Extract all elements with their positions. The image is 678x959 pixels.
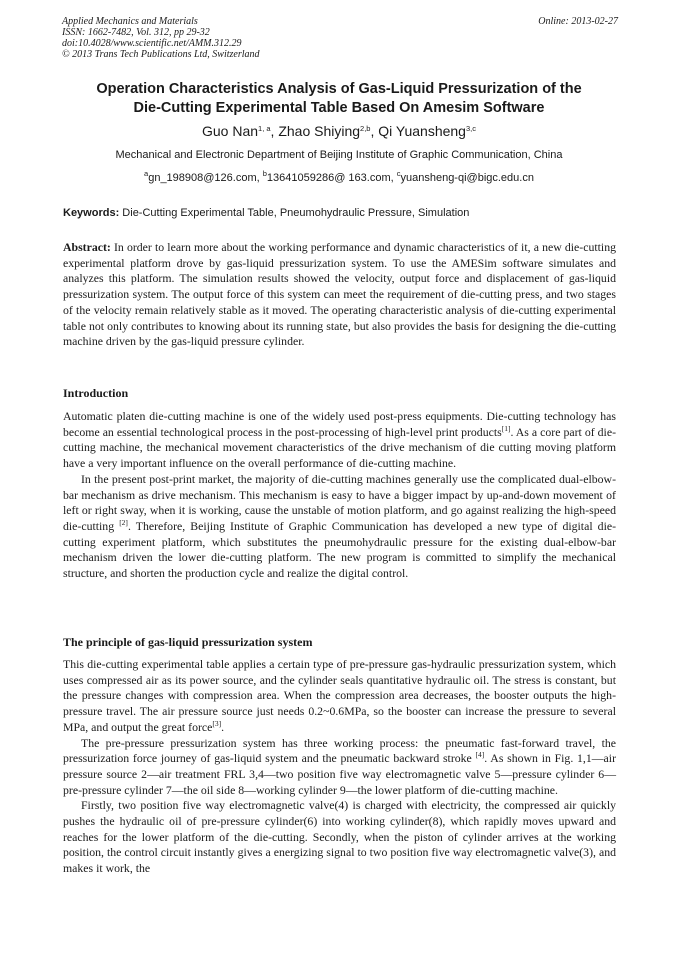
author-3-sup: 3,c [465,124,476,133]
author-separator: , [370,123,379,139]
citation-4: [4] [475,750,485,760]
email-2-sup: b [262,169,267,178]
paragraph-text: . As shown in Fig. 1,1—air pressure source 2—air treatment FRL 3,4—two position five way electromagnetic valve 5—pressure cylinder 6—pre-pressure cylinder 7—the oil side 8—working cylinder 9—the lower platform of die-cutting machine. [63,751,616,797]
principle-paragraph-2 [63,736,616,799]
paragraph-text: The pre-pressure pressurization system has three working process: the pneumatic fast-forward travel, the pressurization force journey of gas-liquid system and the pneumatic backward stroke [63,735,616,766]
paper-title [40,80,638,118]
email-1-sup: a [144,169,149,178]
principle-paragraph-1 [63,657,616,736]
abstract-label: Abstract: [63,240,111,254]
introduction-paragraph-1 [63,409,616,472]
citation-1: [1] [501,423,511,433]
author-1: Guo Nan [201,123,259,139]
author-2-sup: 2,b [360,124,371,133]
doi-line: doi:10.4028/www.scientific.net/AMM.312.29 [62,38,242,49]
keywords-label: Keywords: [63,207,120,219]
online-date: Online: 2013-02-27 [538,16,618,27]
title-line-1: Operation Characteristics Analysis of Gas-Liquid Pressurization of the [96,81,582,97]
author-1-sup: 1, a [258,124,271,133]
author-2: Zhao Shiying [278,123,361,139]
copyright-line: © 2013 Trans Tech Publications Ltd, Switzerland [62,49,260,60]
introduction-paragraph-2 [63,472,616,582]
author-separator: , [270,123,279,139]
title-line-2: Die-Cutting Experimental Table Based On Amesim Software [133,100,545,116]
running-header [62,16,618,60]
paragraph-text: . Therefore, Beijing Institute of Graphic Communication has developed a new type of digital die-cutting experiment platform, which substitutes the pneumohydraulic pressure for the existing dual-elbow-bar mechanism driven the lower die-cutting platform. The new program is committed to simplify the mechanical structure, and shorten the production cycle and realize the digital control. [63,518,617,581]
principle-body [63,657,616,877]
principle-paragraph-3: Firstly, two position five way electromagnetic valve(4) is charged with electricity, the compressed air quickly pushes the hydraulic oil of pre-pressure cylinder(6) into working cylinder(8), which rapidly moves upward and reaches for the lower platform of the die-cutting. Secondly, when the piston of cylinder arrives at the working position, the control circuit instantly gives a energizing signal to two position five way electromagnetic valve(3), and makes it work, the [63,798,616,876]
paragraph-text: This die-cutting experimental table applies a certain type of pre-pressure gas-hydraulic pressurization system, which uses compressed air as its power source, and the cylinder seals quantitative hydraulic oil. The stress is constant, but the pressure changes with compression area. When the compression area decreases, the booster outputs the high-pressure travel. The air pressure source just needs 0.2~0.6MPa, so the booster can increase the pressure to several MPa, and output the great force [63,657,616,734]
email-list [40,169,638,184]
paragraph-text: . [221,719,225,734]
affiliation: Mechanical and Electronic Department of Beijing Institute of Graphic Communication, China [115,149,563,161]
journal-name: Applied Mechanics and Materials [62,16,198,27]
keywords [63,207,618,219]
principle-heading: The principle of gas-liquid pressurization system [63,635,313,649]
author-list [40,123,638,139]
citation-3: [3] [212,718,222,728]
introduction-body [63,409,616,582]
email-3: yuansheng-qi@bigc.edu.cn [400,172,534,184]
email-1: gn_198908@126.com, [148,172,263,184]
paragraph-text: In the present post-print market, the majority of die-cutting machines generally use the complicated dual-elbow-bar mechanism as drive mechanism. This mechanism is easy to have a bigger impact by up-and-down movement of left or right sway, when it is working, cause the unstable of motion platform, and go against realizing the high-speed die-cutting [63,471,616,533]
email-3-sup: c [396,169,401,178]
email-2: 13641059286@ 163.com, [266,172,397,184]
keywords-text: Die-Cutting Experimental Table, Pneumohydraulic Pressure, Simulation [119,207,470,219]
author-3: Qi Yuansheng [378,123,466,139]
issn-line: ISSN: 1662-7482, Vol. 312, pp 29-32 [62,27,210,38]
abstract [63,240,616,350]
abstract-text: In order to learn more about the working performance and dynamic characteristics of it, a new die-cutting experimental platform drove by gas-liquid pressurization system. To use the AMESim software simulates and analyzes this platform. The simulation results showed the velocity, output force and displacement of gas-liquid pressurization system. The output force of this system can meet the requirement of die-cutting press, and two stages of the velocity remain relatively stable as it moved. The operating characteristic analysis of die-cutting experimental table not only contributes to knowing about its running state, but also provides the basis for designing the die-cutting machine driven by the gas-liquid pressure cylinder. [63,240,616,349]
citation-2: [2] [119,517,128,527]
introduction-heading: Introduction [63,386,129,400]
paragraph-text: . As a core part of die-cutting machine, the mechanical movement characteristics of the drive mechanism of die cutting moving platform have a very important influence on the overall performance of die-cutting machine. [63,424,617,471]
paragraph-text: Automatic platen die-cutting machine is one of the widely used post-press equipments. Die-cutting technology has become an essential technological process in the post-processing of high-level print products [63,409,616,439]
